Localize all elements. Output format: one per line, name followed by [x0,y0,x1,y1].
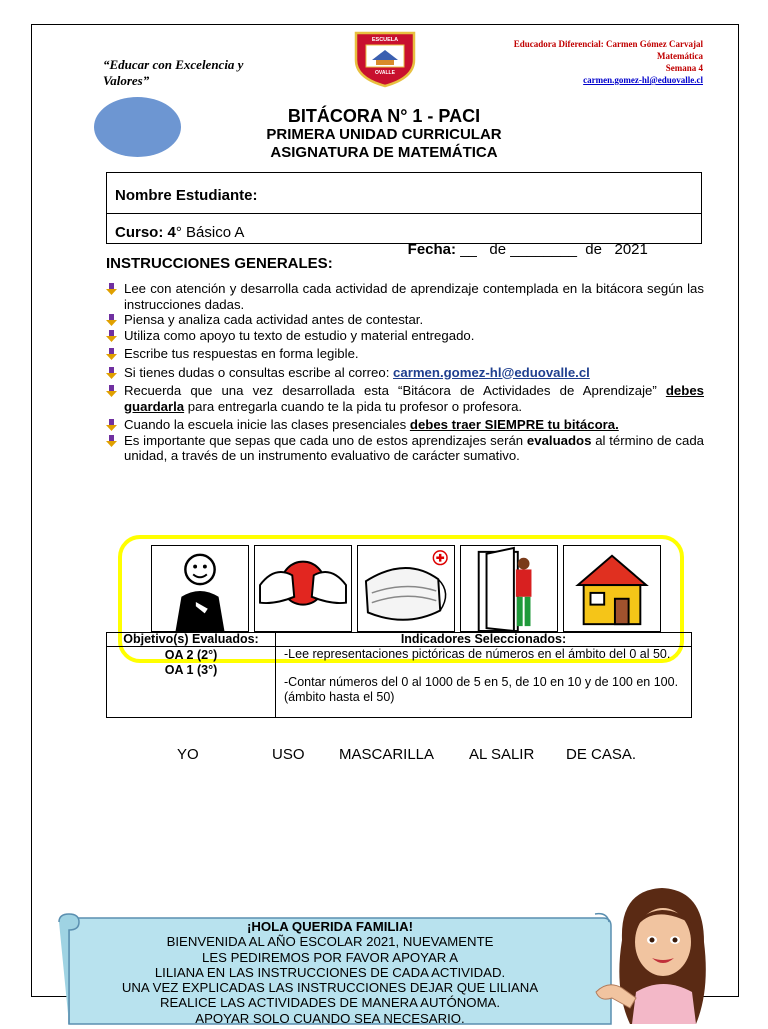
objective-cell: OA 2 (2°) [164,648,218,662]
teacher-avatar [592,880,722,1024]
girl-avatar-icon [592,880,722,1024]
sentence-word: AL SALIR [469,746,535,763]
student-info-box [106,172,702,258]
course-field [115,224,244,241]
svg-text:OVALLE: OVALLE [375,70,395,76]
arrow-bullet-icon [106,330,117,342]
date-label: Fecha: [407,241,457,258]
person-exiting-door-icon [461,546,557,631]
arrow-bullet-icon [106,367,117,379]
contact-email-link[interactable]: carmen.gomez-hl@eduovalle.cl [393,364,590,380]
teacher-name: Educadora Diferencial: Carmen Gómez Carvajal [513,39,703,49]
list-item: Lee con atención y desarrolla cada actividad de aprendizaje contemplada en la bitácora según las instrucciones dadas. [106,281,704,312]
list-item: Escribe tus respuestas en forma legible. [106,346,704,362]
pictogram-de-casa [563,545,661,632]
pictogram-uso [254,545,352,632]
sentence-word: MASCARILLA [339,746,435,763]
page-title: BITÁCORA N° 1 - PACI [287,106,481,126]
indicator-cell: -Lee representaciones pictóricas de números en el ámbito del 0 al 50. [284,647,671,661]
week-label: Semana 4 [665,63,703,73]
school-crest-logo [352,30,418,88]
arrow-bullet-icon [106,385,117,397]
indicators-header: Indicadores Seleccionados: [400,632,567,646]
arrow-bullet-icon [106,348,117,360]
list-item: Es importante que sepas que cada uno de estos aprendizajes serán evaluados al término de cada unidad, a través de un instrumento evaluativo de carácter sumativo. [106,433,704,464]
subject-subtitle: ASIGNATURA DE MATEMÁTICA [270,144,498,161]
list-item: Cuando la escuela inicie las clases presenciales debes traer SIEMPRE tu bitácora. [106,417,704,433]
page-frame [31,24,739,997]
instructions-list [106,281,704,464]
indicator-cell: -Contar números del 0 al 1000 de 5 en 5, de 10 en 10 y de 100 en 100. (ámbito hasta el 50) [284,675,679,704]
sentence-word: YO [177,746,199,763]
objectives-header: Objetivo(s) Evaluados: [123,632,259,646]
sentence-word: USO [272,746,305,763]
list-item: Recuerda que una vez desarrollada esta “Bitácora de Actividades de Aprendizaje” debes guardarla para entregarla cuando te la pida tu profesor o profesora. [106,383,704,414]
date-field [391,224,648,275]
person-pointing-self-icon [152,546,248,631]
course-value: ° Básico A [175,224,245,241]
teacher-email-link[interactable]: carmen.gomez-hl@eduovalle.cl [583,75,703,85]
unit-subtitle: PRIMERA UNIDAD CURRICULAR [266,126,502,143]
school-motto: “Educar con Excelencia y Valores” [103,57,244,88]
pictogram-yo [151,545,249,632]
objectives-table [106,632,692,718]
pictogram-mascarilla [357,545,455,632]
arrow-bullet-icon [106,435,117,447]
arrow-bullet-icon [106,314,117,326]
subject-label: Matemática [657,51,703,61]
course-label: Curso: 4 [115,224,176,241]
list-item: Utiliza como apoyo tu texto de estudio y material entregado. [106,328,704,344]
arrow-bullet-icon [106,283,117,295]
list-item: Piensa y analiza cada actividad antes de contestar. [106,312,704,328]
list-item: Si tienes dudas o consultas escribe al correo: carmen.gomez-hl@eduovalle.cl [106,365,704,381]
student-name-label: Nombre Estudiante: [115,187,258,204]
svg-text:ESCUELA: ESCUELA [371,37,399,43]
pictogram-al-salir [460,545,558,632]
sentence-word: DE CASA. [566,746,637,763]
date-value: __ de ________ de 2021 [456,241,648,258]
hands-pressing-button-icon [255,546,351,631]
house-icon [564,546,660,631]
face-mask-icon [358,546,454,631]
teacher-info [514,38,703,86]
banner-greeting: ¡HOLA QUERIDA FAMILIA! [246,919,414,934]
objective-cell: OA 1 (3°) [164,663,218,677]
family-message-text: ¡HOLA QUERIDA FAMILIA! BIENVENIDA AL AÑO ESCOLAR 2021, NUEVAMENTE LES PEDIREMOS POR FAVOR APOYAR A LILIANA EN LAS INSTRUCCIONES DE CADA ACTIVIDAD. UNA VEZ EXPLICADAS LAS INSTRUCCIONES DEJAR QUE LILIANA REALICE LAS ACTIVIDADES DE MANERA AUTÓNOMA. APOYAR SOLO CUANDO SEA NECESARIO. [55,919,605,1026]
instructions-heading: INSTRUCCIONES GENERALES: [106,255,333,272]
arrow-bullet-icon [106,419,117,431]
